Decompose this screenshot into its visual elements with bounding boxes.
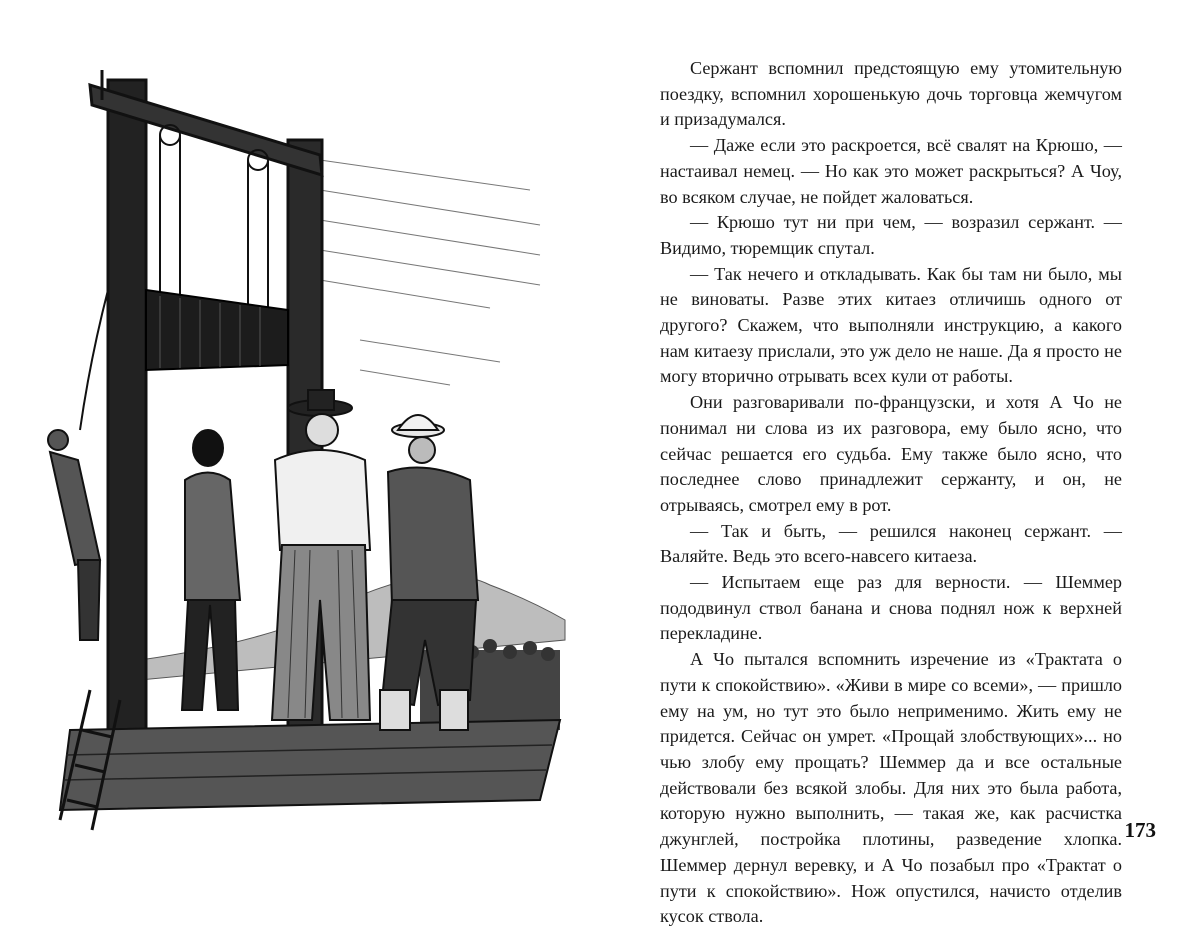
platform bbox=[60, 720, 560, 810]
figure-worker-left bbox=[48, 430, 100, 640]
paragraph: — Так и быть, — решился наконец сержант. — Валяйте. Ведь это всего-навсего китаеза. bbox=[660, 520, 1122, 567]
sky-hatching bbox=[320, 160, 540, 385]
paragraph: — Так нечего и откладывать. Как бы там ни было, мы не виноваты. Разве этих китаез отличишь одного от другого? Скажем, что выполняли инструкцию, а какого нам китаезу прислали, это уж дело не наше. Да я просто не могу вторично отрывать всех кули от работы. bbox=[660, 263, 1122, 387]
paragraph: Сержант вспомнил предстоящую ему утомительную поездку, вспомнил хорошенькую дочь торговца жемчугом и призадумался. bbox=[660, 58, 1122, 130]
paragraph: — Даже если это раскроется, всё свалят на Крюшо, — настаивал немец. — Но как это может раскрыться? А Чоу, во всяком случае, не пойдет жаловаться. bbox=[660, 135, 1122, 207]
page-number: 173 bbox=[1124, 818, 1156, 842]
text-page bbox=[660, 56, 1122, 930]
paragraph: — Испытаем еще раз для верности. — Шеммер пододвинул ствол банана и снова поднял нож к верхней перекладине. bbox=[660, 572, 1122, 644]
paragraph: А Чо пытался вспомнить изречение из «Трактата о пути к спокойствию». «Живи в мире со всеми», — пришло ему на ум, но тут это было неприменимо. Жить ему не придется. Сейчас он умрет. «Прощай злобствующих»... но чью злобу ему прощать? Шеммер да и все остальные действовали без всякой злобы. Для них это была работа, которую нужно выполнить, — такая же, как расчистка джунглей, постройка плотины, разведение хлопка. Шеммер дернул веревку, и А Чо позабыл про «Трактат о пути к спокойствию». Нож опустился, начисто отделив кусок ствола. bbox=[660, 649, 1122, 927]
illustration bbox=[20, 40, 580, 840]
paragraph: Они разговаривали по-французски, и хотя А Чо не понимал ни слова из их разговора, ему было ясно, что сейчас решается его судьба. Ему также было ясно, что последнее слово принадлежит сержанту, и он, не отрываясь, смотрел ему в рот. bbox=[660, 392, 1122, 515]
guillotine-blade bbox=[146, 290, 288, 370]
paragraph: — Крюшо тут ни при чем, — возразил сержант. — Видимо, тюремщик спутал. bbox=[660, 212, 1122, 258]
guillotine-scene-illustration bbox=[20, 40, 580, 840]
